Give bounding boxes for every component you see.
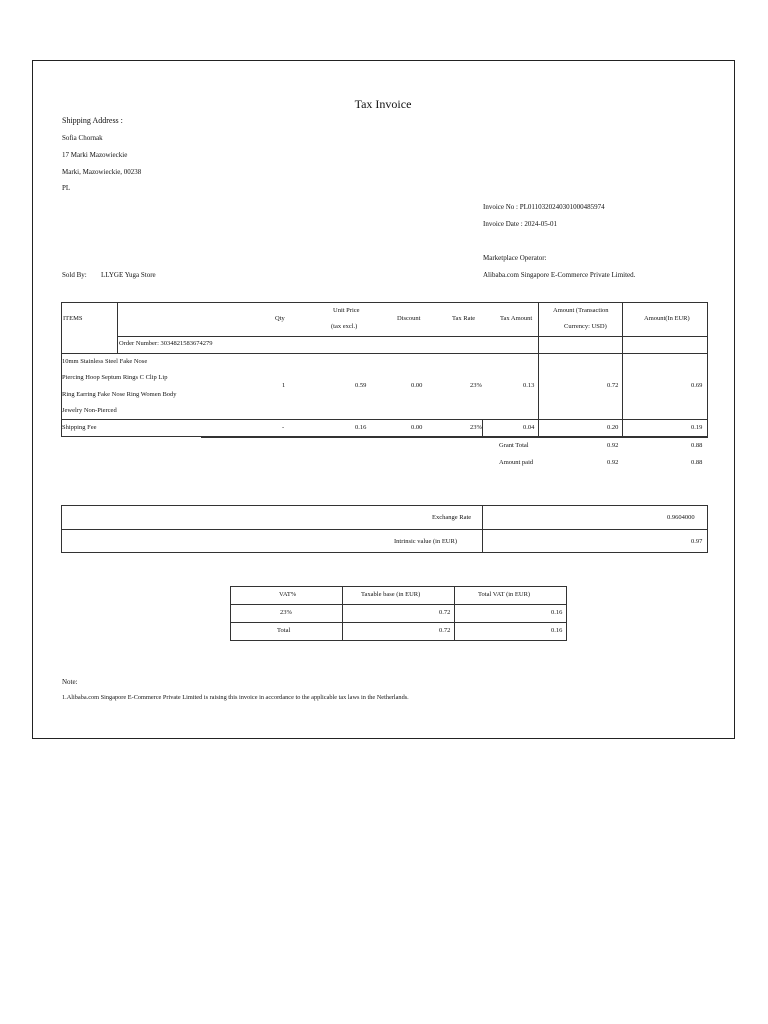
product-description-line: Piercing Hoop Septum Rings C Clip Lip — [62, 374, 168, 381]
exchange-rate-label: Exchange Rate — [432, 514, 472, 521]
order-number: Order Number: 3034821583674279 — [119, 340, 213, 347]
table-divider — [230, 604, 567, 605]
shipping-fee-amount-eur: 0.19 — [691, 424, 703, 431]
grand-total-amount-txn: 0.92 — [607, 442, 619, 449]
col-header-unit-price-sub: (tax excl.) — [331, 323, 358, 330]
shipping-fee-tax-rate: 23% — [470, 424, 482, 431]
table-divider — [538, 302, 539, 437]
amount-paid-amount-txn: 0.92 — [607, 459, 619, 466]
shipping-address-label: Shipping Address : — [62, 116, 123, 125]
table-divider — [117, 302, 118, 353]
marketplace-operator-label: Marketplace Operator: — [483, 254, 547, 262]
table-divider — [61, 419, 708, 420]
page-title: Tax Invoice — [354, 97, 412, 111]
shipping-fee-qty: - — [282, 424, 285, 431]
table-divider — [117, 336, 708, 337]
shipping-name: Sofia Chornak — [62, 134, 103, 142]
vat-row-total-vat: 0.16 — [551, 609, 563, 616]
product-qty: 1 — [282, 382, 286, 389]
table-divider — [538, 336, 539, 353]
vat-header-vat: VAT% — [279, 591, 297, 598]
col-header-discount: Discount — [397, 315, 421, 322]
table-divider — [342, 586, 343, 641]
col-header-tax-rate: Tax Rate — [452, 315, 476, 322]
table-divider — [454, 586, 455, 641]
shipping-city: Marki, Mazowieckie, 00238 — [62, 168, 142, 176]
product-amount-eur: 0.69 — [691, 382, 703, 389]
sold-by-label: Sold By: — [62, 271, 87, 279]
amount-paid-amount-eur: 0.88 — [691, 459, 703, 466]
product-description-line: 10mm Stainless Steel Fake Nose — [62, 358, 148, 365]
table-divider — [622, 302, 623, 437]
table-divider — [61, 529, 708, 530]
intrinsic-value: 0.97 — [691, 538, 703, 545]
vat-total-taxable: 0.72 — [439, 627, 451, 634]
intrinsic-value-label: Intrinsic value (in EUR) — [394, 538, 457, 545]
vat-row-rate: 23% — [280, 609, 292, 616]
table-divider — [482, 505, 483, 553]
table-divider — [482, 419, 483, 437]
table-divider — [230, 622, 567, 623]
invoice-page — [32, 60, 735, 739]
col-header-tax-amount: Tax Amount — [500, 315, 533, 322]
sold-by-value: LLYGE Yuga Store — [101, 271, 156, 279]
table-divider — [61, 353, 708, 354]
shipping-fee-tax-amount: 0.04 — [523, 424, 535, 431]
product-unit-price: 0.59 — [355, 382, 367, 389]
vat-header-taxable: Taxable base (in EUR) — [361, 591, 421, 598]
marketplace-operator-name: Alibaba.com Singapore E-Commerce Private Limited. — [483, 271, 636, 279]
shipping-fee-label: Shipping Fee — [62, 424, 97, 431]
shipping-fee-discount: 0.00 — [411, 424, 423, 431]
note-text: 1.Alibaba.com Singapore E-Commerce Private Limited is raising this invoice in accordance to the applicable tax laws in the Netherlands. — [62, 694, 409, 701]
items-table — [61, 302, 708, 437]
shipping-fee-unit-price: 0.16 — [355, 424, 367, 431]
product-tax-amount: 0.13 — [523, 382, 535, 389]
shipping-fee-amount-txn: 0.20 — [607, 424, 619, 431]
note-label: Note: — [62, 678, 78, 686]
invoice-number: Invoice No : PL0110320240301000485974 — [483, 203, 605, 211]
table-divider — [201, 437, 708, 438]
grand-total-amount-eur: 0.88 — [691, 442, 703, 449]
col-header-amount-txn: Amount (Transaction — [553, 307, 609, 314]
vat-total-vat: 0.16 — [551, 627, 563, 634]
vat-total-label: Total — [277, 627, 291, 634]
vat-header-total-vat: Total VAT (in EUR) — [478, 591, 531, 598]
invoice-date: Invoice Date : 2024-05-01 — [483, 220, 558, 228]
shipping-street: 17 Marki Mazowieckie — [62, 151, 128, 159]
amount-paid-label: Amount paid — [499, 459, 534, 466]
col-header-amount-txn-sub: Currency: USD) — [564, 323, 607, 330]
shipping-country: PL — [62, 184, 71, 192]
product-description-line: Ring Earring Fake Nose Ring Women Body — [62, 391, 177, 398]
col-header-items: ITEMS — [63, 315, 83, 322]
product-discount: 0.00 — [411, 382, 423, 389]
col-header-unit-price: Unit Price — [333, 307, 360, 314]
product-description-line: Jewelry Non-Pierced — [62, 407, 117, 414]
col-header-qty: Qty — [275, 315, 285, 322]
vat-row-taxable: 0.72 — [439, 609, 451, 616]
product-tax-rate: 23% — [470, 382, 482, 389]
col-header-amount-eur: Amount(In EUR) — [644, 315, 690, 322]
product-amount-txn: 0.72 — [607, 382, 619, 389]
grand-total-label: Grant Total — [499, 442, 529, 449]
exchange-rate-value: 0.9604000 — [667, 514, 695, 521]
